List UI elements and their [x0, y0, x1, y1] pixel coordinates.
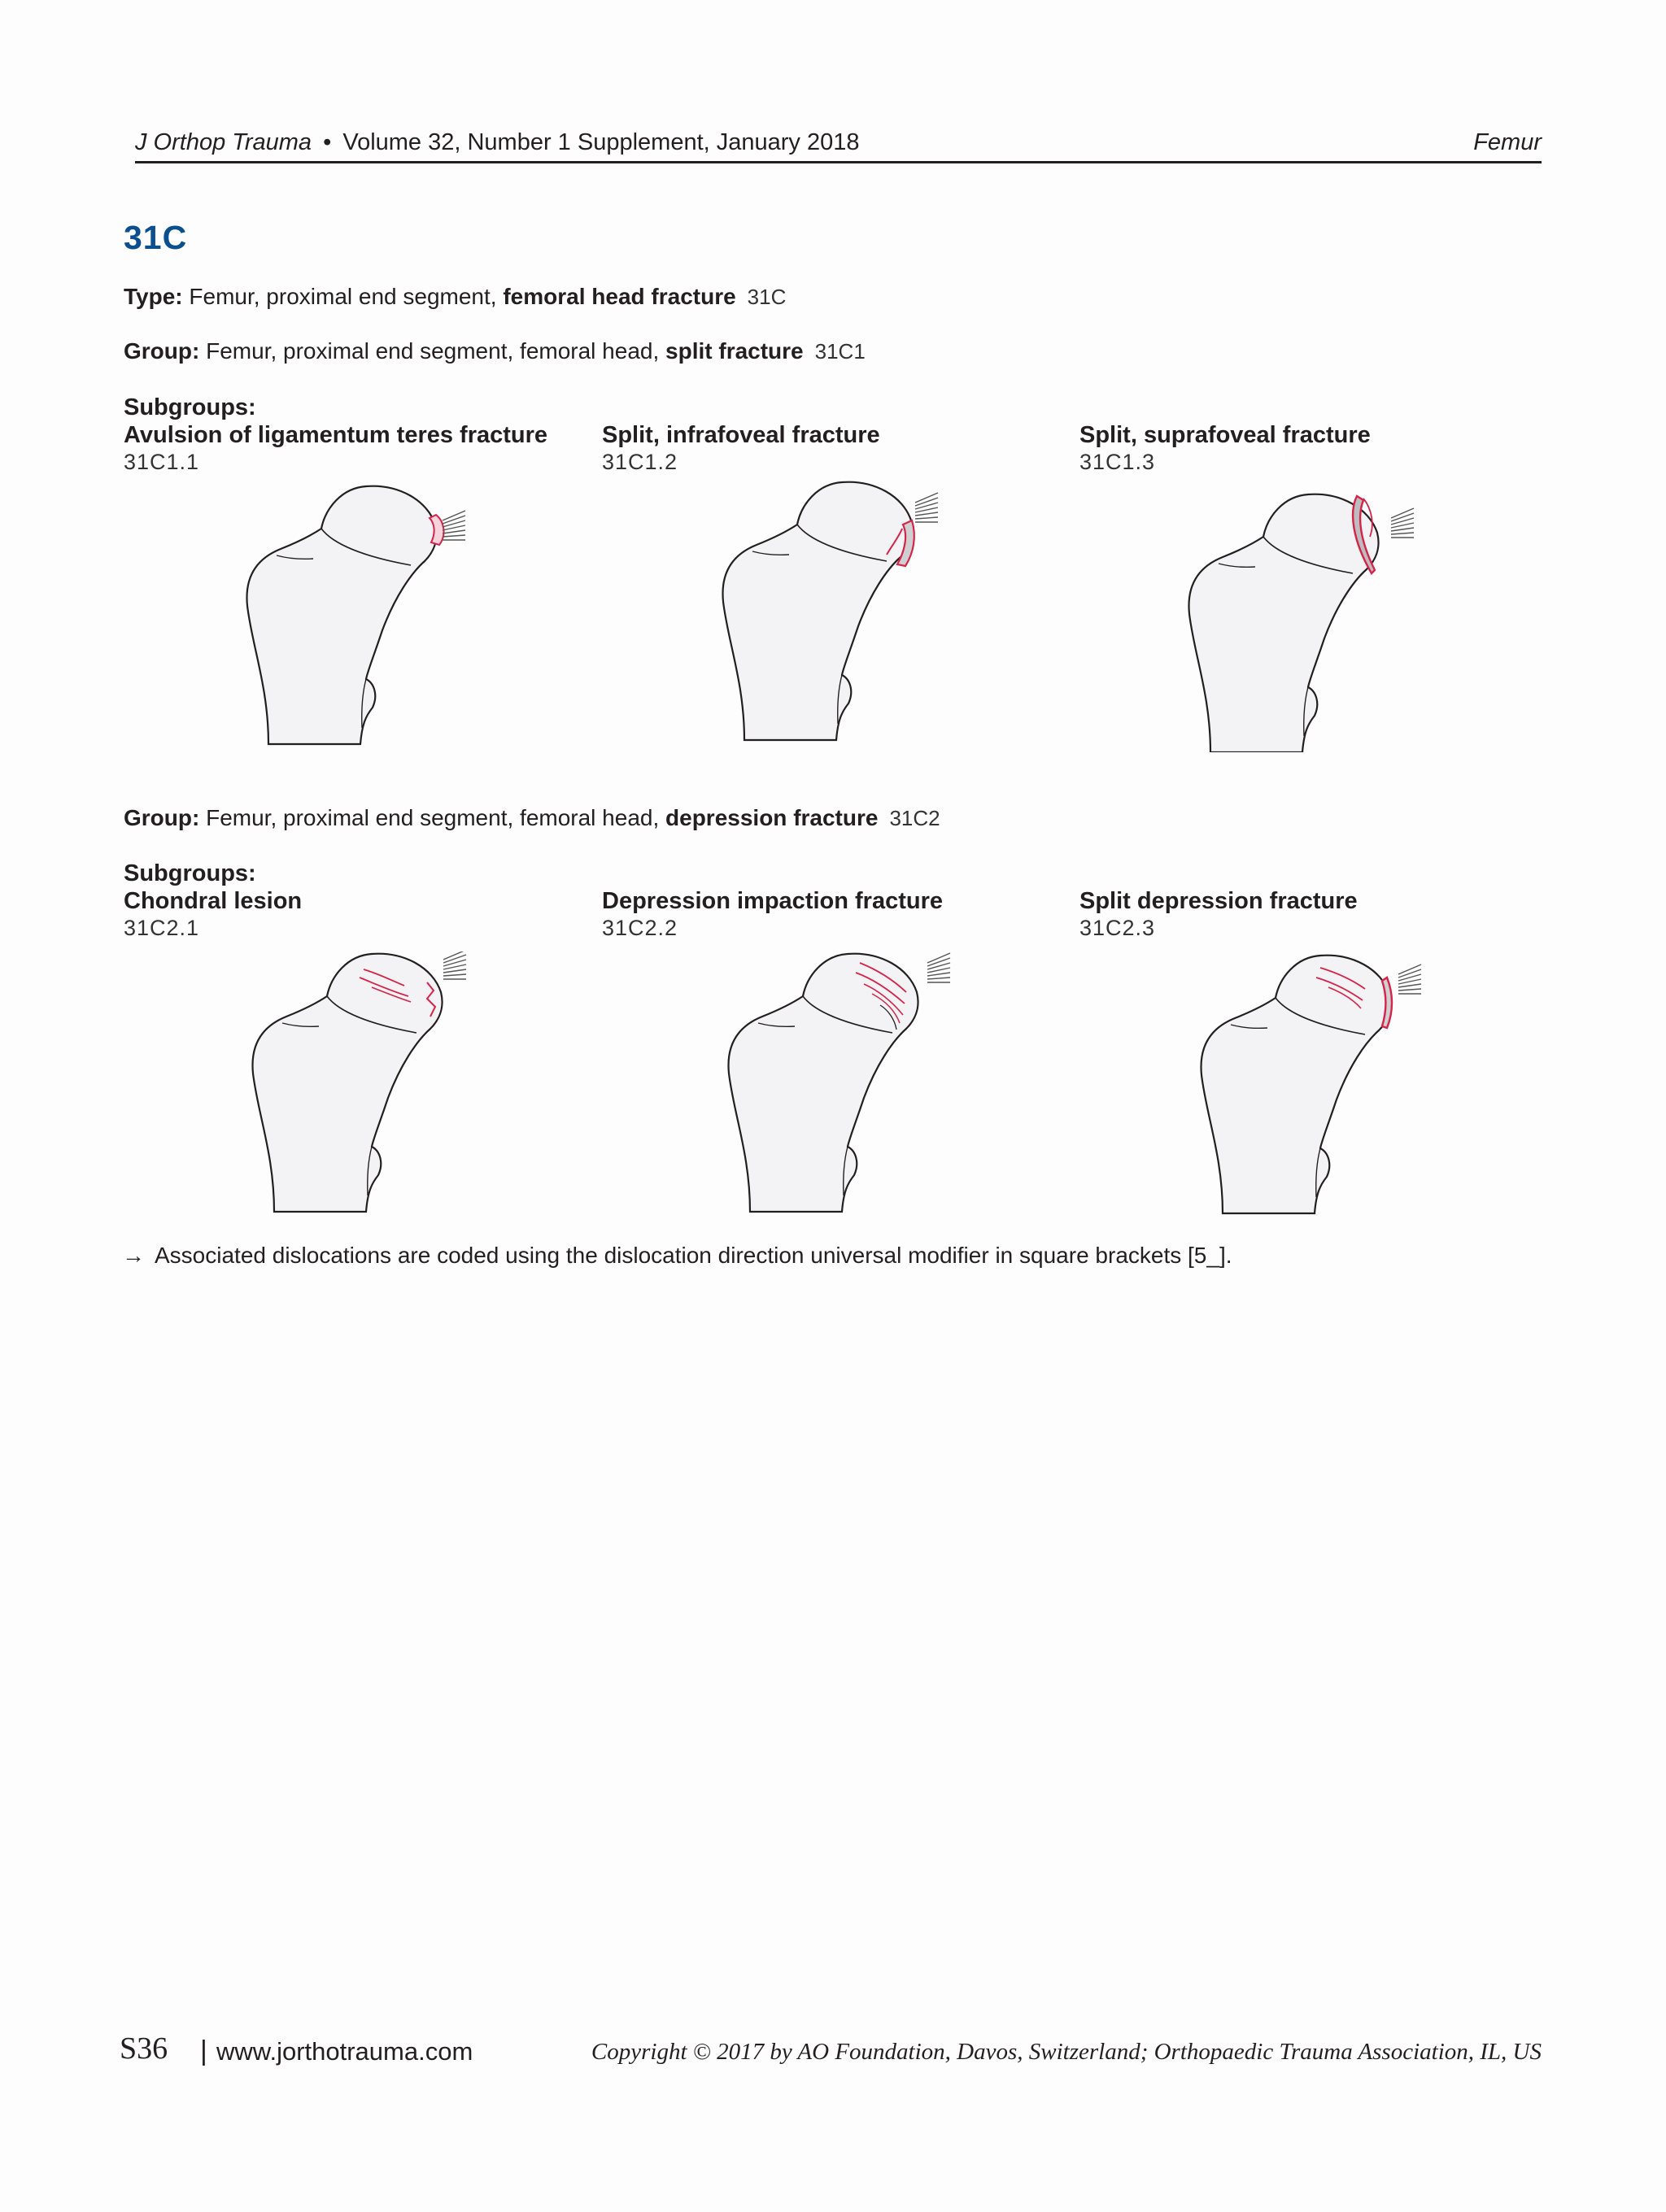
group2-bold: depression fracture — [665, 805, 879, 830]
subgroup-code: 31C2.3 — [1079, 916, 1156, 940]
subgroup-name: Split, infrafoveal fracture — [602, 422, 880, 448]
type-text: Femur, proximal end segment, — [182, 284, 504, 309]
group1-label: Group: — [124, 338, 200, 364]
note-text: Associated dislocations are coded using the dislocation direction universal modifier in square brackets [5_]. — [155, 1243, 1232, 1268]
dislocation-note — [122, 1241, 1232, 1270]
subgroup-code: 31C2.2 — [602, 916, 678, 940]
type-code: 31C — [747, 285, 787, 309]
subgroup-name: Split, suprafoveal fracture — [1079, 422, 1371, 448]
page-number: S36 — [120, 2031, 168, 2066]
header-rule — [135, 161, 1542, 163]
subgroup-code: 31C1.3 — [1079, 450, 1156, 474]
femur-depression-illustration — [726, 951, 970, 1216]
copyright: Copyright © 2017 by AO Foundation, Davos, Switzerland; Orthopaedic Trauma Association, IL, US — [591, 2039, 1542, 2065]
subgroup-31c2-1 — [124, 887, 302, 941]
femur-split-depression-illustration — [1198, 953, 1442, 1217]
group1-subgroups-label: Subgroups: — [124, 394, 256, 420]
femur-suprafoveal-illustration — [1186, 492, 1430, 752]
femur-chondral-illustration — [250, 951, 494, 1216]
footer-separator: | — [200, 2036, 207, 2066]
subgroup-31c1-3 — [1079, 421, 1371, 475]
header-bullet: • — [323, 129, 332, 155]
type-bold: femoral head fracture — [503, 284, 736, 309]
subgroup-code: 31C1.2 — [602, 450, 678, 474]
subgroup-31c1-1 — [124, 421, 547, 475]
type-line — [124, 283, 786, 311]
subgroup-name: Split depression fracture — [1079, 888, 1358, 914]
subgroup-name: Chondral lesion — [124, 888, 303, 914]
issue-info: Volume 32, Number 1 Supplement, January 2018 — [342, 129, 860, 155]
group1-code: 31C1 — [814, 339, 866, 364]
section-name: Femur — [1473, 129, 1542, 155]
group2-text: Femur, proximal end segment, femoral head, — [199, 805, 666, 830]
subgroup-name: Depression impaction fracture — [602, 888, 943, 914]
section-title: 31C — [124, 219, 188, 256]
group1-bold: split fracture — [665, 338, 804, 364]
arrow-icon: → — [122, 1243, 145, 1268]
group1-line — [124, 337, 866, 365]
subgroup-31c2-2 — [602, 887, 943, 941]
subgroup-code: 31C1.1 — [124, 450, 200, 474]
group2-subgroups-label: Subgroups: — [124, 860, 256, 886]
subgroup-31c2-3 — [1079, 887, 1358, 941]
group2-label: Group: — [124, 805, 200, 830]
femur-avulsion-illustration — [244, 484, 488, 748]
subgroup-name: Avulsion of ligamentum teres fracture — [124, 422, 548, 448]
group2-code: 31C2 — [889, 806, 940, 830]
running-header — [135, 128, 860, 157]
journal-url: www.jorthotrauma.com — [216, 2037, 473, 2066]
subgroup-31c1-2 — [602, 421, 880, 475]
group2-line — [124, 804, 940, 832]
type-label: Type: — [124, 284, 183, 309]
femur-infrafoveal-illustration — [720, 480, 964, 748]
subgroup-code: 31C2.1 — [124, 916, 200, 940]
journal-name: J Orthop Trauma — [135, 129, 312, 155]
group1-text: Femur, proximal end segment, femoral head, — [199, 338, 666, 364]
